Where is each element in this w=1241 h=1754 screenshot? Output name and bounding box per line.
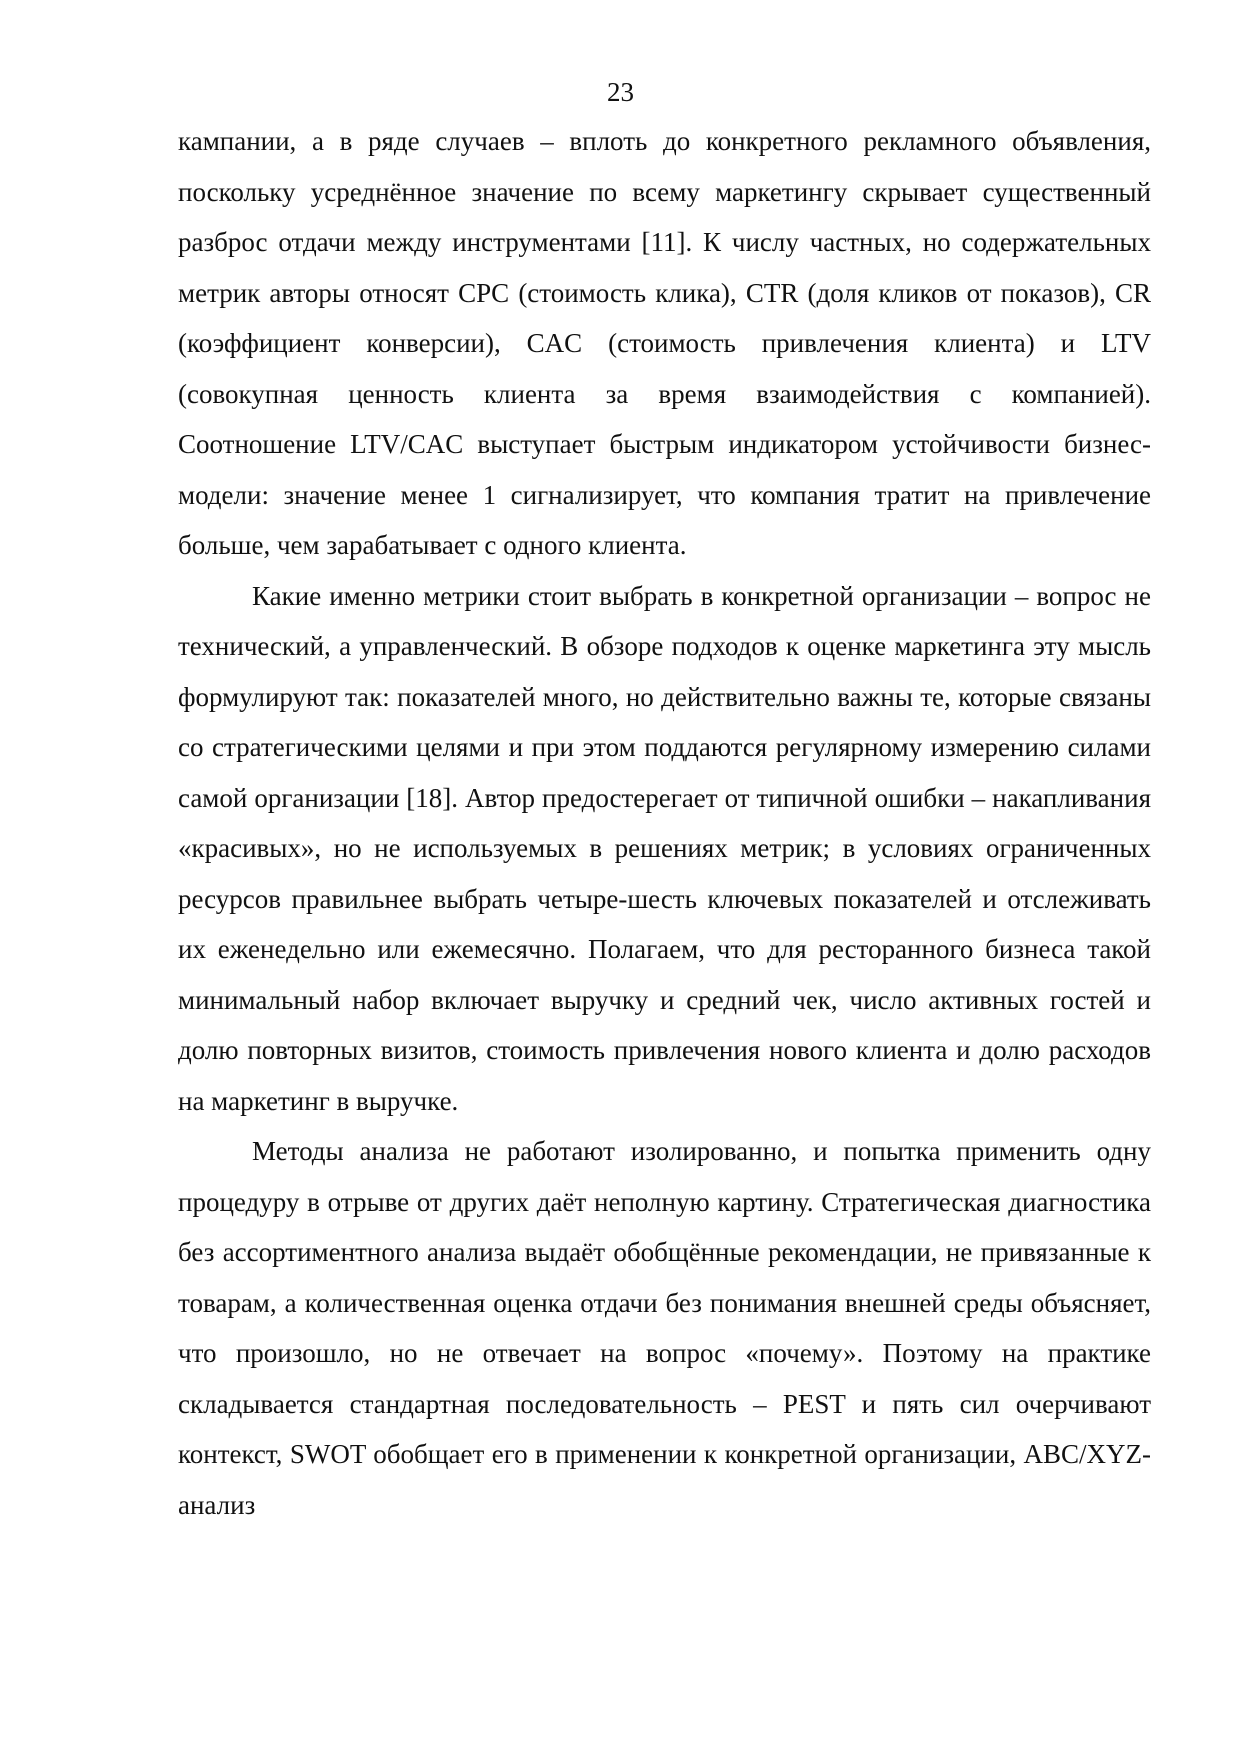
document-body bbox=[178, 116, 1151, 1530]
paragraph-metrics-choice: Какие именно метрики стоит выбрать в конкретной организации – вопрос не технический, а управленческий. В обзоре подходов к оценке маркетинга эту мысль формулируют так: показателей много, но действительно важны те, которые связаны со стратегическими целями и при этом поддаются регулярному измерению силами самой организации [18]. Автор предостерегает от типичной ошибки – накапливания «красивых», но не используемых в решениях метрик; в условиях ограниченных ресурсов правильнее выбрать четыре-шесть ключевых показателей и отслеживать их еженедельно или ежемесячно. Полагаем, что для ресторанного бизнеса такой минимальный набор включает выручку и средний чек, число активных гостей и долю повторных визитов, стоимость привлечения нового клиента и долю расходов на маркетинг в выручке. bbox=[178, 580, 1151, 1116]
paragraph-analysis-methods: Методы анализа не работают изолированно, и попытка применить одну процедуру в отрыве от других даёт неполную картину. Стратегическая диагностика без ассортиментного анализа выдаёт обобщённые рекомендации, не привязанные к товарам, а количественная оценка отдачи без понимания внешней среды объясняет, что произошло, но не отвечает на вопрос «почему». Поэтому на практике складывается стандартная последовательность – PEST и пять сил очерчивают контекст, SWOT обобщает его в применении к конкретной организации, ABC/XYZ-анализ bbox=[178, 1136, 1151, 1520]
paragraph-continuation: кампании, а в ряде случаев – вплоть до конкретного рекламного объявления, поскольку усреднённое значение по всему маркетингу скрывает существенный разброс отдачи между инструментами [11]. К числу частных, но содержательных метрик авторы относят CPC (стоимость клика), CTR (доля кликов от показов), CR (коэффициент конверсии), CAC (стоимость привлечения клиента) и LTV (совокупная ценность клиента за время взаимодействия с компанией). Соотношение LTV/CAC выступает быстрым индикатором устойчивости бизнес-модели: значение менее 1 сигнализирует, что компания тратит на привлечение больше, чем зарабатывает с одного клиента. bbox=[178, 126, 1151, 560]
page-number: 23 bbox=[607, 77, 634, 107]
